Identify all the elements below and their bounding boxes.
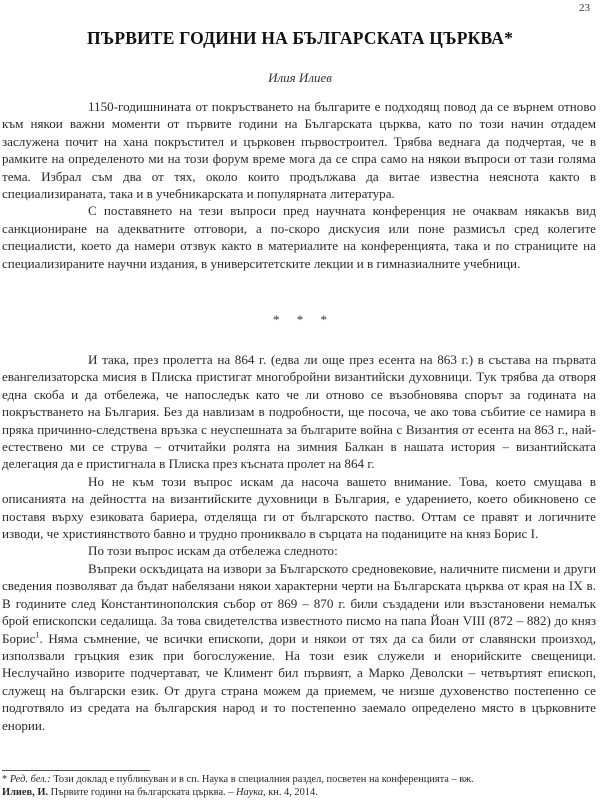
citation-details: , кн. 4, 2014. xyxy=(263,786,318,798)
paragraph: По този въпрос искам да отбележа следното: xyxy=(88,543,338,559)
footnote-reference[interactable]: 1 xyxy=(35,630,40,640)
citation-author: Илиев, И. xyxy=(2,786,48,798)
footnote-marker: * xyxy=(2,774,8,785)
intro-section xyxy=(2,98,596,272)
section-separator: * * * xyxy=(273,312,327,327)
title-text: ПЪРВИТЕ ГОДИНИ НА БЪЛГАРСКАТА ЦЪРКВА xyxy=(86,28,505,48)
paragraph-text: . Няма съмнение, че всички епископи, дори и някои от тях да са били от славянски произход, използвали гръцкия език при богослужение. На този език служели и енорийските свещеници. Неслучайно изворите подчертават, че Климент бил първият, а Марко Деволски – четвъртият епископ, служещ на български език. От друга страна можем да приемем, че низше духовенство постепенно се подготвяло из средата на българския народ и то постепенно заемало определено място в църковните енории. xyxy=(2,630,596,733)
footnote xyxy=(2,774,598,799)
author-name: Илия Илиев xyxy=(268,70,332,85)
paragraph: 1150-годишнината от покръстването на българите е подходящ повод да се върнем отново към някои важни моменти от първите години на Българската църква, като по този начин отдадем заслужена почит на хана покръстител и църковен първостроител. Трябва веднага да подчертая, че в рамките на определеното ми на този форум време мога да се спра само на някои въпроси от тази голяма тема. Избрал съм два от тях, около които продължава да витае известна неяснота както в специализираната, така и в учебникарската и популярната литература. xyxy=(2,99,596,202)
paragraph xyxy=(2,560,596,734)
paragraph: С поставянето на тези въпроси пред научната конференция не очаквам някакъв вид санкциониране на адекватните отговори, а по-скоро дискусия или поне размисъл сред колегите специалисти, което да намери отзвук както в материалите на конференцията, така и по страниците на специализираните научни издания, в университетските лекции и в гимназиалните учебници. xyxy=(2,203,596,271)
citation-title: Първите години на българската църква. – xyxy=(48,786,237,798)
footnote-divider xyxy=(2,770,150,771)
paragraph: И така, през пролетта на 864 г. (едва ли още през есента на 863 г.) в състава на първата евангелизаторска мисия в Плиска пристигат многобройни византийски духовници. Тук трябва да отворя една скоба и да отбележа, че напоследък като че ли отново се възобновява спорът за годината на покръстването на България. Без да навлизам в подробности, ще посоча, че ако това събитие се намира в пряка причинно-следствена връзка с неуспешната за българите война с Византия от есента на 863 г., най-естествено ми се струва – отчитайки ролята на зимния Балкан в нашата история – византийската делегация да е пристигнала в Плиска през късната пролет на 864 г. xyxy=(2,352,596,472)
paragraph-text: Въпреки оскъдицата на извори за Българското средновековие, наличните писмени и други сведения позволяват да бъдат набелязани някои характерни черти на Българската църква от края на IX в. В годините след Константинополския събор от 869 – 870 г. били създадени или възстановени немалък брой епископски седалища. За това свидетелства известното писмо на папа Йоан VIII (872 – 882) до княз Борис xyxy=(2,560,596,646)
article-title xyxy=(0,28,600,49)
footnote-text: Този доклад е публикуван и в сп. Наука в специалния раздел, посветен на конференцията – вж. xyxy=(50,774,474,785)
editor-note-label: Ред. бел.: xyxy=(9,774,51,785)
citation-journal: Наука xyxy=(236,786,264,798)
main-section xyxy=(2,351,596,734)
title-footnote-marker: * xyxy=(504,28,514,48)
paragraph: Но не към този въпрос искам да насоча вашето внимание. Това, което смущава в описанията на дейността на византийските духовници в България, е ударението, което обикновено се поставя върху езиковата бариера, отделяща ги от българското паство. Оттам се правят и логичните изводи, че християнството бавно и трудно прониквало в сърцата на поданиците на княз Борис I. xyxy=(2,473,596,542)
page-number: 23 xyxy=(579,2,590,14)
